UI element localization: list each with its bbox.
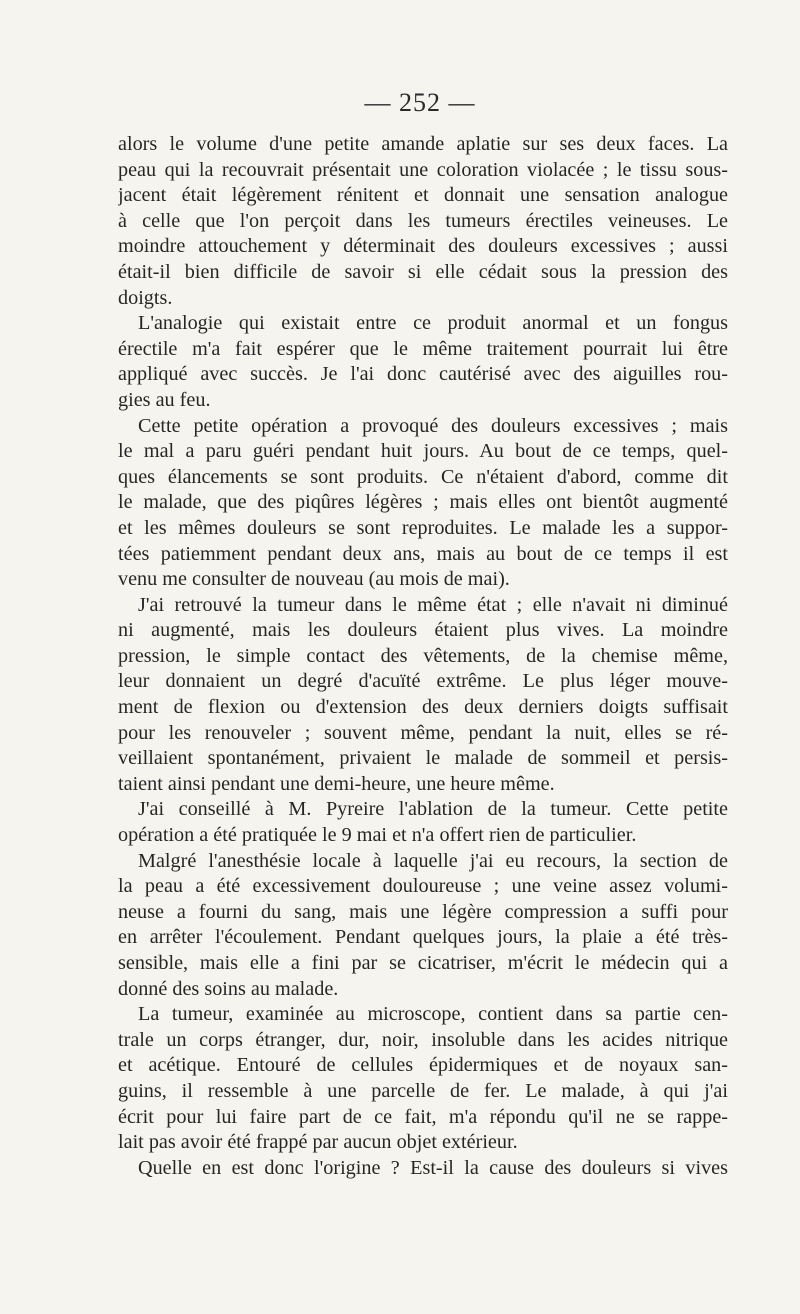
text-line: lait pas avoir été frappé par aucun objet extérieur.	[118, 1131, 518, 1154]
text-line: Malgré l'anesthésie locale à laquelle j'ai eu recours, la section de	[138, 849, 728, 872]
text-line: la peau a été excessivement douloureuse ; une veine assez volumi-	[118, 875, 728, 898]
text-line: appliqué avec succès. Je l'ai donc cautérisé avec des aiguilles rou-	[118, 363, 728, 386]
text-line: ment de flexion ou d'extension des deux derniers doigts suffisait	[118, 696, 728, 719]
text-line: ques élancements se sont produits. Ce n'étaient d'abord, comme dit	[118, 465, 728, 488]
text-line: guins, il ressemble à une parcelle de fer. Le malade, à qui j'ai	[118, 1079, 728, 1102]
text-line: doigts.	[118, 286, 173, 309]
text-line: neuse a fourni du sang, mais une légère compression a suffi pour	[118, 900, 728, 923]
text-line: La tumeur, examinée au microscope, contient dans sa partie cen-	[138, 1003, 728, 1026]
text-line: gies au feu.	[118, 388, 211, 411]
text-line: le mal a paru guéri pendant huit jours. Au bout de ce temps, quel-	[118, 440, 728, 463]
text-line: J'ai retrouvé la tumeur dans le même état ; elle n'avait ni diminué	[138, 593, 728, 616]
text-line: ni augmenté, mais les douleurs étaient plus vives. La moindre	[118, 619, 728, 642]
text-line: était-il bien difficile de savoir si elle cédait sous la pression des	[118, 260, 728, 283]
text-line: venu me consulter de nouveau (au mois de mai).	[118, 568, 510, 591]
text-line: sensible, mais elle a fini par se cicatriser, m'écrit le médecin qui a	[118, 952, 728, 974]
text-line: et acétique. Entouré de cellules épidermiques et de noyaux san-	[118, 1054, 728, 1077]
text-line: Cette petite opération a provoqué des douleurs excessives ; mais	[138, 414, 728, 437]
text-line: donné des soins au malade.	[118, 977, 339, 1000]
text-line: alors le volume d'une petite amande aplatie sur ses deux faces. La	[118, 133, 728, 155]
body-text	[118, 132, 728, 1181]
text-line: veillaient spontanément, privaient le malade de sommeil et persis-	[118, 747, 728, 770]
text-line: Quelle en est donc l'origine ? Est-il la cause des douleurs si vives	[138, 1156, 728, 1179]
text-line: écrit pour lui faire part de ce fait, m'a répondu qu'il ne se rappe-	[118, 1105, 728, 1128]
text-line: et les mêmes douleurs se sont reproduites. Le malade les a suppor-	[118, 516, 728, 539]
text-line: moindre attouchement y déterminait des douleurs excessives ; aussi	[118, 235, 728, 258]
text-line: peau qui la recouvrait présentait une coloration violacée ; le tissu sous-	[118, 158, 728, 181]
text-line: pour les renouveler ; souvent même, pendant la nuit, elles se ré-	[118, 721, 728, 744]
text-line: taient ainsi pendant une demi-heure, une heure même.	[118, 772, 555, 795]
text-line: opération a été pratiquée le 9 mai et n'a offert rien de particulier.	[118, 824, 637, 847]
text-line: J'ai conseillé à M. Pyreire l'ablation de la tumeur. Cette petite	[138, 798, 728, 821]
text-line: à celle que l'on perçoit dans les tumeurs érectiles veineuses. Le	[118, 209, 728, 232]
text-line: pression, le simple contact des vêtements, de la chemise même,	[118, 644, 728, 667]
page-number: — 252 —	[364, 88, 476, 117]
text-line: le malade, que des piqûres légères ; mais elles ont bientôt augmenté	[118, 491, 728, 514]
text-line: leur donnaient un degré d'acuïté extrême. Le plus léger mouve-	[118, 670, 728, 693]
text-line: en arrêter l'écoulement. Pendant quelques jours, la plaie a été très-	[118, 926, 728, 949]
text-line: tées patiemment pendant deux ans, mais au bout de ce temps il est	[118, 542, 728, 565]
text-line: L'analogie qui existait entre ce produit anormal et un fongus	[138, 312, 728, 335]
text-line: trale un corps étranger, dur, noir, insoluble dans les acides nitrique	[118, 1028, 728, 1051]
text-line: érectile m'a fait espérer que le même traitement pourrait lui être	[118, 337, 728, 360]
text-line: jacent était légèrement rénitent et donnait une sensation analogue	[118, 184, 728, 207]
